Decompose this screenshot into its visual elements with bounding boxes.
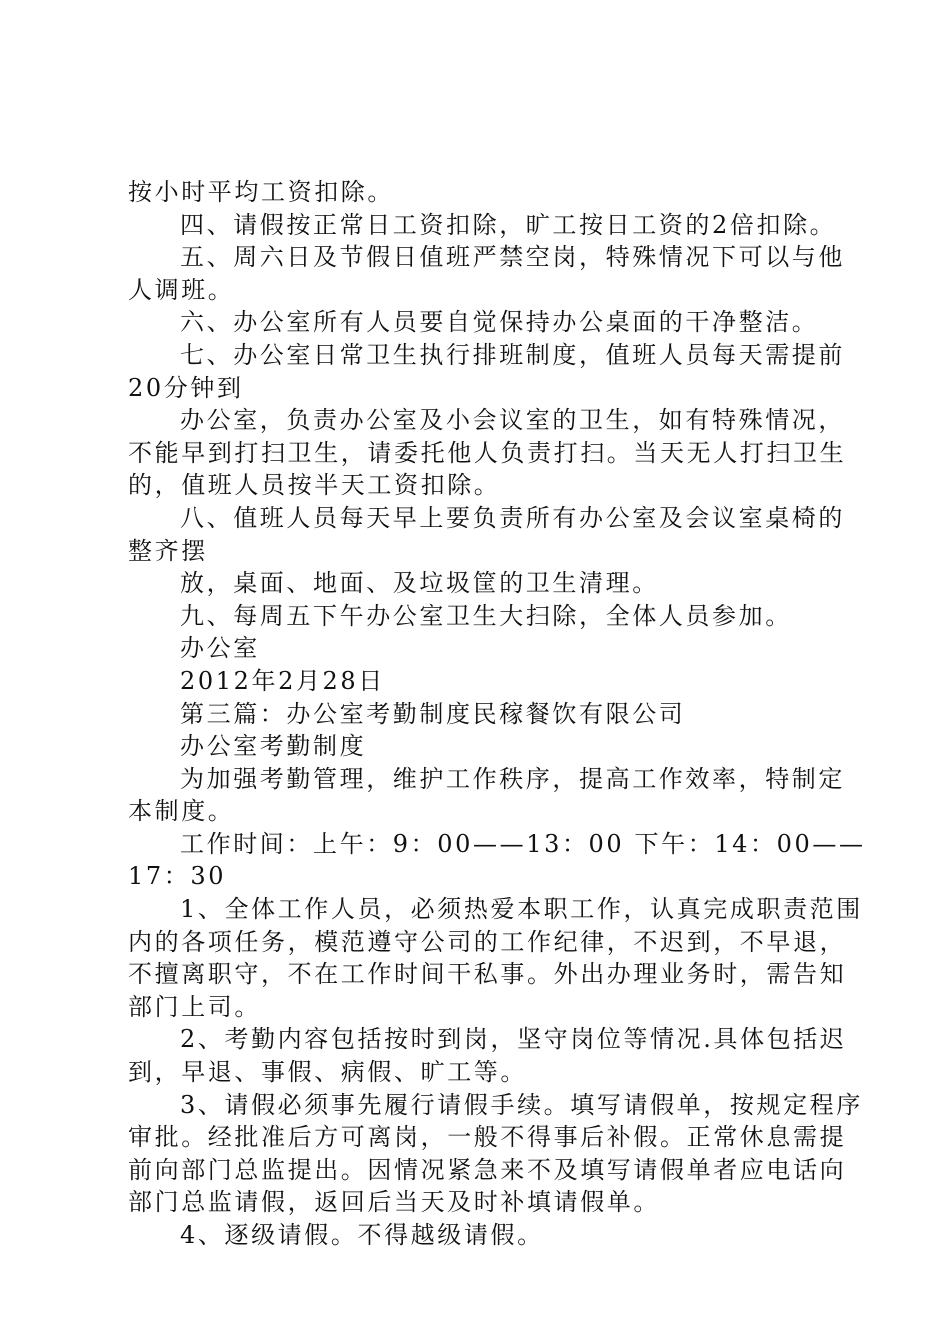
text-line: 到，早退、事假、病假、旷工等。 [128,1058,527,1087]
text-line: 审批。经批准后方可离岗，一般不得事后补假。正常休息需提 [128,1123,847,1152]
text-line: 1、全体工作人员，必须热爱本职工作，认真完成职责范围 [180,895,863,924]
text-line: 放，桌面、地面、及垃圾筐的卫生清理。 [180,569,659,598]
text-line: 2012年2月28日 [180,666,385,695]
text-line: 为加强考勤管理，维护工作秩序，提高工作效率，特制定 [180,764,845,793]
text-line: 的，值班人员按半天工资扣除。 [128,471,501,500]
text-line: 2、考勤内容包括按时到岗，坚守岗位等情况.具体包括迟 [180,1025,847,1054]
text-line: 本制度。 [128,797,235,826]
text-line: 第三篇：办公室考勤制度民稼餐饮有限公司 [180,699,686,728]
text-line: 按小时平均工资扣除。 [128,178,394,206]
text-line: 4、逐级请假。不得越级请假。 [180,1221,544,1249]
text-line: 不能早到打扫卫生，请委托他人负责打扫。当天无人打扫卫生 [128,438,847,467]
text-line: 五、周六日及节假日值班严禁空岗，特殊情况下可以与他 [180,243,845,272]
text-line: 17：30 [128,862,227,891]
text-line: 人调班。 [128,275,235,304]
text-line: 部门上司。 [128,992,261,1021]
text-line: 六、办公室所有人员要自觉保持办公桌面的干净整洁。 [180,308,819,337]
text-line: 部门总监请假，返回后当天及时补填请假单。 [128,1188,660,1217]
text-line: 八、值班人员每天早上要负责所有办公室及会议室桌椅的 [180,503,845,532]
text-line: 20分钟到 [128,373,244,402]
document-body [128,176,866,1252]
text-line: 办公室考勤制度 [180,732,367,761]
text-line: 3、请假必须事先履行请假手续。填写请假单，按规定程序 [180,1090,863,1119]
text-line: 四、请假按正常日工资扣除，旷工按日工资的2倍扣除。 [180,210,837,239]
text-line: 办公室 [180,634,260,663]
text-line: 整齐摆 [128,536,208,565]
text-line: 工作时间：上午：9：00——13：00 下午：14：00—— [180,829,866,858]
text-line: 九、每周五下午办公室卫生大扫除，全体人员参加。 [180,601,792,630]
text-line: 前向部门总监提出。因情况紧急来不及填写请假单者应电话向 [128,1155,847,1184]
text-line: 内的各项任务，模范遵守公司的工作纪律，不迟到，不早退， [128,927,847,956]
text-line: 七、办公室日常卫生执行排班制度，值班人员每天需提前 [180,340,845,369]
text-line: 不擅离职守，不在工作时间干私事。外出办理业务时，需告知 [128,960,847,989]
text-line: 办公室，负责办公室及小会议室的卫生，如有特殊情况， [180,406,845,435]
